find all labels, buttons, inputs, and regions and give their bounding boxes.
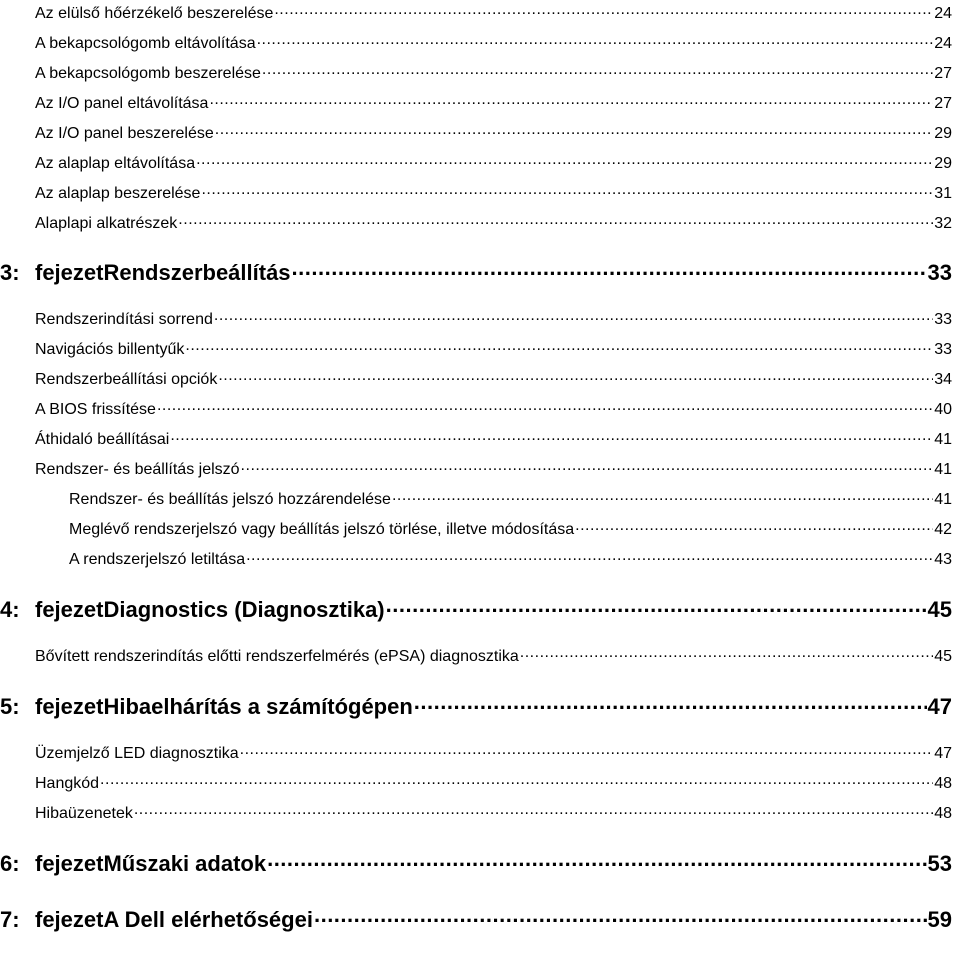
toc-chapter[interactable]	[0, 692, 952, 720]
toc-entry[interactable]	[35, 122, 952, 143]
toc-entry-page: 48	[934, 775, 952, 792]
toc-chapter-number: 7:	[0, 907, 20, 932]
dot-leader	[520, 645, 933, 661]
toc-entry[interactable]	[35, 308, 952, 329]
toc-entry-page: 47	[934, 745, 952, 762]
toc-entry[interactable]	[35, 645, 952, 666]
toc-chapter[interactable]	[0, 258, 952, 286]
toc-entry-title: A bekapcsológomb eltávolítása	[35, 35, 256, 52]
toc-entry-title: Üzemjelző LED diagnosztika	[35, 745, 239, 762]
toc-entry-page: 24	[934, 5, 952, 22]
dot-leader	[414, 692, 927, 714]
toc-entry[interactable]	[35, 32, 952, 53]
toc-chapter-page: 53	[927, 851, 952, 876]
toc-entry[interactable]	[35, 338, 952, 359]
dot-leader	[134, 802, 933, 818]
dot-leader	[201, 182, 933, 198]
toc-entry-title: Rendszerindítási sorrend	[35, 311, 213, 328]
toc-entry-title: Navigációs billentyűk	[35, 341, 185, 358]
toc-entry[interactable]	[35, 398, 952, 419]
toc-entry[interactable]	[35, 742, 952, 763]
toc-entry-page: 43	[934, 551, 952, 568]
toc-chapter-heading	[0, 260, 291, 286]
toc-entry-page: 31	[934, 185, 952, 202]
toc-entry-title: Rendszer- és beállítás jelszó	[35, 461, 240, 478]
dot-leader	[292, 258, 927, 280]
toc-entry-title: Az alaplap beszerelése	[35, 185, 201, 202]
toc-entry-page: 27	[934, 65, 952, 82]
toc-entry-page: 34	[934, 371, 952, 388]
dot-leader	[575, 518, 933, 534]
toc-entry[interactable]	[35, 2, 952, 23]
toc-entry-page: 41	[934, 491, 952, 508]
toc-entry-title: Az I/O panel eltávolítása	[35, 95, 209, 112]
toc-chapter-heading	[0, 597, 385, 623]
toc-entry-title: Rendszerbeállítási opciók	[35, 371, 218, 388]
toc-entry-page: 27	[934, 95, 952, 112]
dot-leader	[185, 338, 933, 354]
dot-leader	[257, 32, 934, 48]
dot-leader	[157, 398, 933, 414]
toc-entry-title: Áthidaló beállításai	[35, 431, 170, 448]
toc-chapter[interactable]	[0, 849, 952, 877]
toc-entry-page: 40	[934, 401, 952, 418]
dot-leader	[196, 152, 933, 168]
toc-entry-title: Az I/O panel beszerelése	[35, 125, 214, 142]
toc-entry-title: Bővített rendszerindítás előtti rendszerfelmérés (ePSA) diagnosztika	[35, 648, 519, 665]
toc-entry-title: Rendszer- és beállítás jelszó hozzárendelése	[69, 491, 391, 508]
toc-chapter-title: fejezetDiagnostics (Diagnosztika)	[35, 597, 385, 622]
toc-entry-title: Meglévő rendszerjelszó vagy beállítás jelszó törlése, illetve módosítása	[69, 521, 575, 538]
toc-chapter-title: fejezetMűszaki adatok	[35, 851, 267, 876]
toc-entry[interactable]	[35, 428, 952, 449]
toc-subentry[interactable]	[69, 488, 952, 509]
toc-entry-page: 48	[934, 805, 952, 822]
toc-chapter-heading	[0, 851, 266, 877]
toc-chapter-number: 6:	[0, 851, 20, 876]
toc-chapter-page: 45	[927, 597, 952, 622]
toc-entry-page: 29	[934, 125, 952, 142]
toc-entry-page: 33	[934, 341, 952, 358]
toc-chapter-heading	[0, 694, 413, 720]
dot-leader	[209, 92, 933, 108]
toc-entry-title: Az elülső hőérzékelő beszerelése	[35, 5, 274, 22]
toc-chapter-page: 59	[927, 907, 952, 932]
toc-subentry[interactable]	[69, 548, 952, 569]
toc-entry[interactable]	[35, 802, 952, 823]
toc-entry[interactable]	[35, 772, 952, 793]
dot-leader	[218, 368, 933, 384]
dot-leader	[386, 595, 927, 617]
toc-entry[interactable]	[35, 368, 952, 389]
toc-entry-title: Hangkód	[35, 775, 100, 792]
toc-chapter-page: 33	[927, 260, 952, 285]
toc-entry-title: A BIOS frissítése	[35, 401, 156, 418]
toc-chapter-number: 4:	[0, 597, 20, 622]
toc-entry-page: 29	[934, 155, 952, 172]
toc-entry[interactable]	[35, 62, 952, 83]
dot-leader	[392, 488, 933, 504]
toc-entry[interactable]	[35, 212, 952, 233]
toc-chapter[interactable]	[0, 595, 952, 623]
dot-leader	[314, 905, 927, 927]
toc-entry-page: 42	[934, 521, 952, 538]
toc-entry-page: 24	[934, 35, 952, 52]
dot-leader	[215, 122, 933, 138]
toc-entry-title: A bekapcsológomb beszerelése	[35, 65, 261, 82]
toc-entry-page: 45	[934, 648, 952, 665]
toc-entry-page: 41	[934, 461, 952, 478]
dot-leader	[178, 212, 933, 228]
toc-chapter-title: fejezetA Dell elérhetőségei	[35, 907, 313, 932]
dot-leader	[241, 458, 934, 474]
toc-entry-title: A rendszerjelszó letiltása	[69, 551, 246, 568]
toc-entry[interactable]	[35, 182, 952, 203]
toc-entry[interactable]	[35, 92, 952, 113]
toc-subentry[interactable]	[69, 518, 952, 539]
dot-leader	[170, 428, 933, 444]
toc-entry-title: Alaplapi alkatrészek	[35, 215, 178, 232]
toc-chapter-heading	[0, 907, 313, 933]
dot-leader	[262, 62, 933, 78]
toc-chapter[interactable]	[0, 905, 952, 933]
toc-chapter-number: 5:	[0, 694, 20, 719]
toc-entry-title: Az alaplap eltávolítása	[35, 155, 196, 172]
toc-chapter-title: fejezetRendszerbeállítás	[35, 260, 291, 285]
dot-leader	[246, 548, 933, 564]
dot-leader	[214, 308, 933, 324]
dot-leader	[240, 742, 934, 758]
toc-entry[interactable]	[35, 152, 952, 173]
toc-entry[interactable]	[35, 458, 952, 479]
dot-leader	[274, 2, 933, 18]
toc-entry-page: 33	[934, 311, 952, 328]
toc-chapter-page: 47	[927, 694, 952, 719]
toc-entry-title: Hibaüzenetek	[35, 805, 133, 822]
toc-entry-page: 41	[934, 431, 952, 448]
toc-chapter-number: 3:	[0, 260, 20, 285]
toc-chapter-title: fejezetHibaelhárítás a számítógépen	[35, 694, 413, 719]
dot-leader	[267, 849, 926, 871]
dot-leader	[100, 772, 933, 788]
toc-entry-page: 32	[934, 215, 952, 232]
